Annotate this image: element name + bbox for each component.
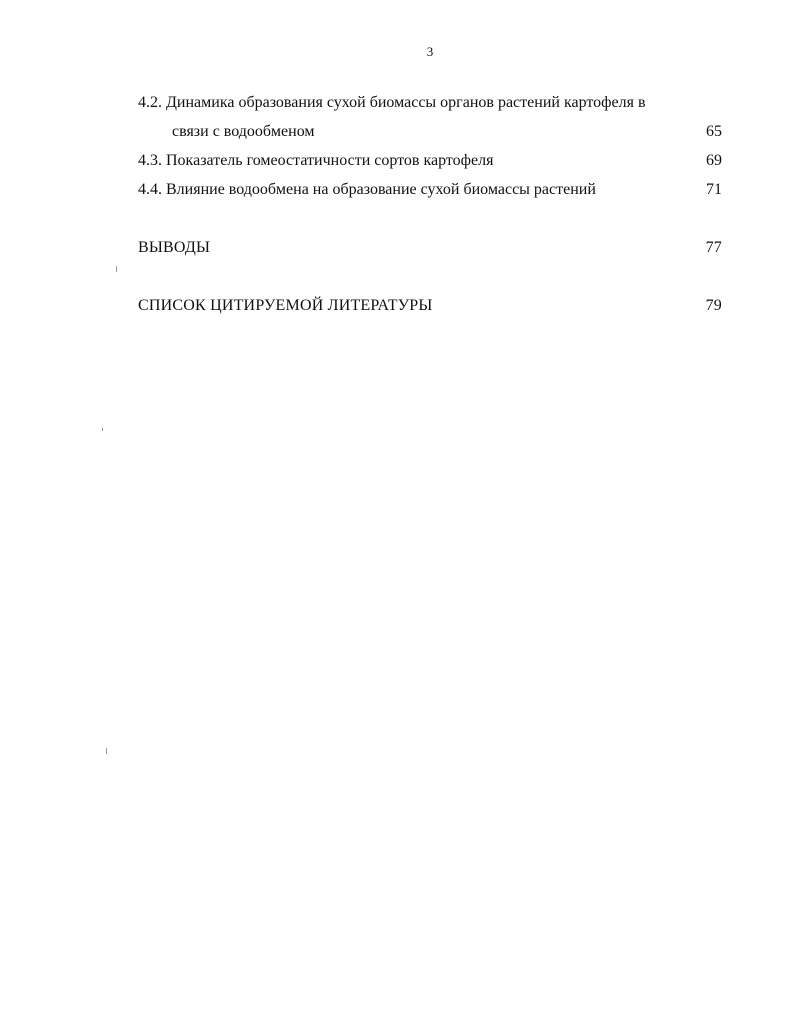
toc-entry-conclusions — [138, 233, 722, 262]
toc-entry-4-3 — [138, 146, 722, 175]
toc-entry-page: 69 — [706, 152, 722, 169]
toc-entry-page: 65 — [706, 123, 722, 140]
spacer — [138, 262, 722, 291]
scan-speck — [106, 748, 107, 754]
toc-entry-page: 71 — [706, 181, 722, 198]
toc-entry-title: 4.2. Динамика образования сухой биомассы органов растений картофеля в — [138, 94, 646, 111]
toc-entry-page: 77 — [705, 239, 722, 256]
toc-entry-title: 4.3. Показатель гомеостатичности сортов картофеля — [138, 152, 494, 169]
table-of-contents — [138, 88, 722, 320]
toc-entry-4-4 — [138, 175, 722, 204]
toc-entry-title: СПИСОК ЦИТИРУЕМОЙ ЛИТЕРАТУРЫ — [138, 297, 433, 314]
toc-entry-page: 79 — [705, 297, 722, 314]
toc-entry-title-continuation: связи с водообменом — [172, 123, 315, 140]
spacer — [138, 204, 722, 233]
scan-speck — [102, 428, 103, 431]
toc-entry-title: ВЫВОДЫ — [138, 239, 211, 256]
page-number: 3 — [426, 44, 434, 59]
toc-entry-references — [138, 291, 722, 320]
scan-speck — [116, 266, 117, 272]
toc-entry-4-2 — [138, 88, 722, 146]
toc-entry-title: 4.4. Влияние водообмена на образование сухой биомассы растений — [138, 181, 596, 198]
